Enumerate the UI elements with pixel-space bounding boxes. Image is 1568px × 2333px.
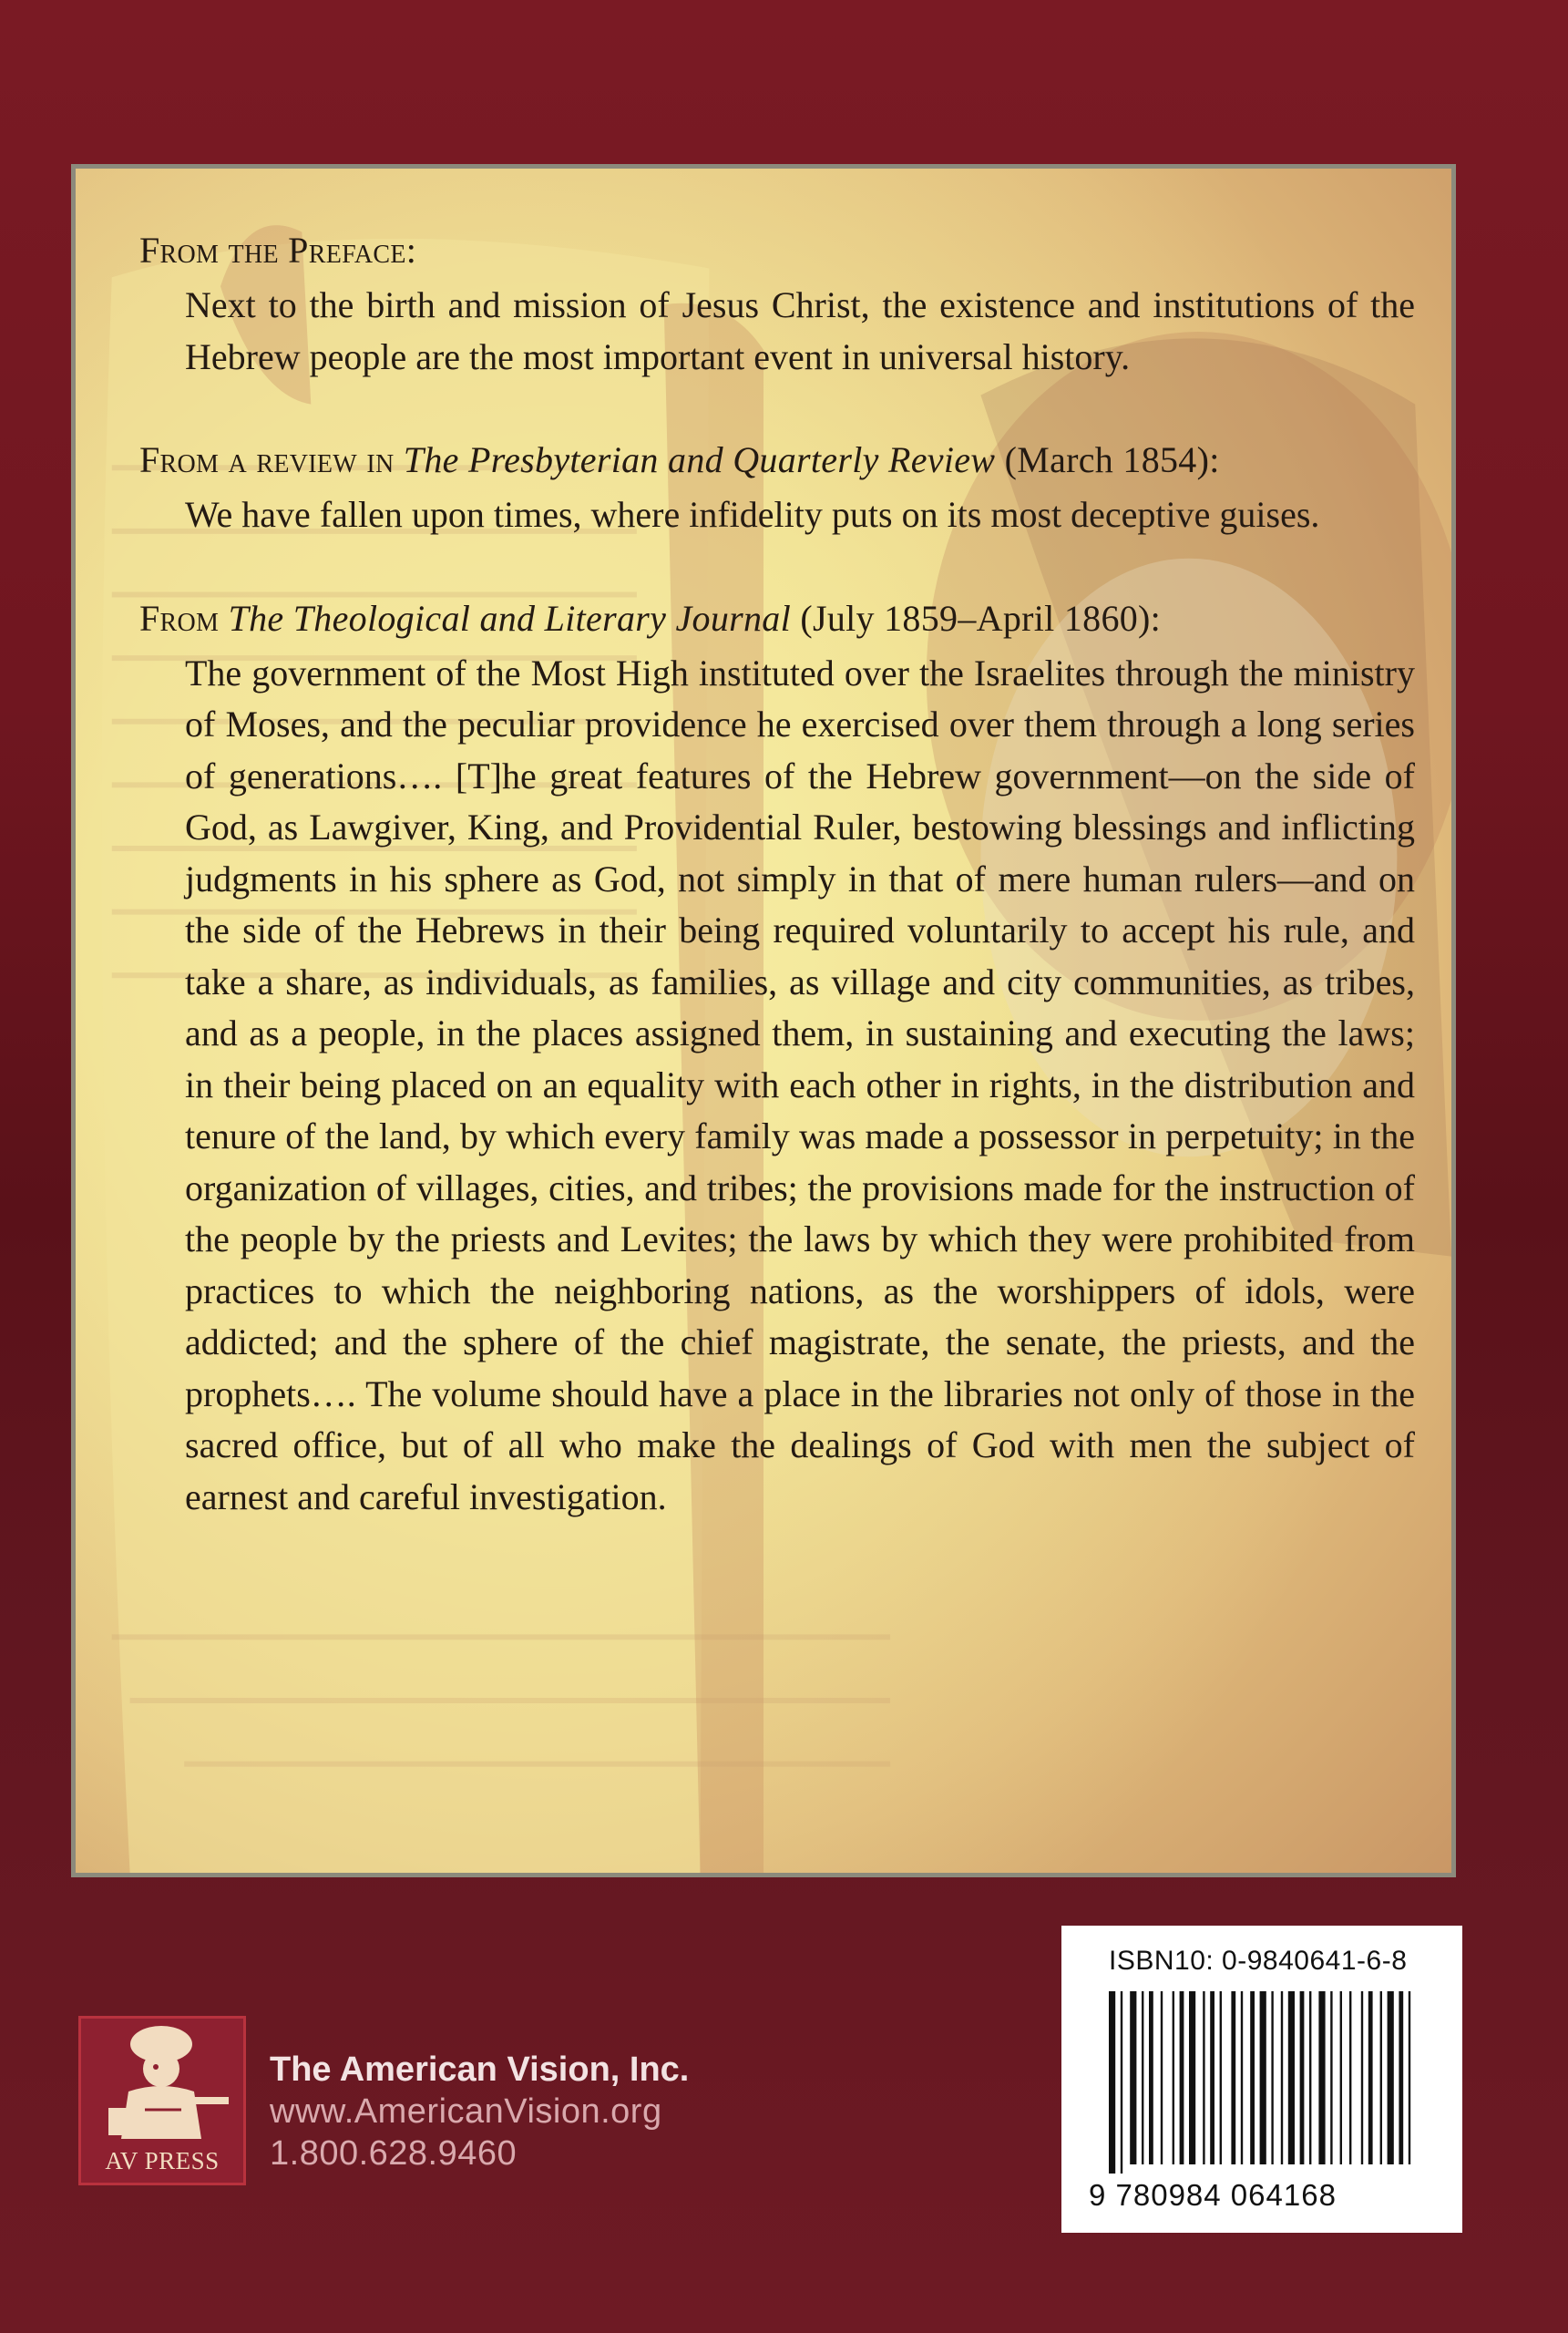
publisher-phone: 1.800.628.9460 <box>270 2134 518 2173</box>
barcode-bar <box>1330 1991 1332 2164</box>
barcode-bar <box>1288 1991 1295 2164</box>
barcode-bar <box>1220 1991 1222 2164</box>
barcode-bar <box>1260 1991 1266 2164</box>
barcode-bar <box>1180 1991 1184 2164</box>
publisher-info <box>270 2049 689 2174</box>
barcode-bar <box>1399 1991 1403 2164</box>
logo-label: AV PRESS <box>105 2147 220 2174</box>
barcode-bar <box>1361 1991 1363 2164</box>
isbn-number: 9 780984 064168 <box>1089 2178 1337 2212</box>
barcode-bar <box>1250 1991 1255 2164</box>
section-heading: From a review in The Presbyterian and Quarterly Review (March 1854): <box>139 439 1220 480</box>
barcode-bar <box>1189 1991 1195 2164</box>
quote-panel <box>71 164 1456 1877</box>
barcode-bar <box>1173 1991 1174 2164</box>
barcode-bar <box>1203 1991 1204 2164</box>
barcode-bar <box>1149 1991 1153 2164</box>
barcode-bar <box>1380 1991 1382 2164</box>
printer-figure-icon <box>81 2019 243 2146</box>
barcode-bar <box>1388 1991 1394 2164</box>
barcode-bar <box>1309 1991 1311 2164</box>
isbn-label: ISBN10: 0-9840641-6-8 <box>1109 1946 1408 1976</box>
barcode-bar <box>1109 1991 1115 2174</box>
barcode-bar <box>1349 1991 1351 2164</box>
barcode-bar <box>1241 1991 1243 2164</box>
barcode-bar <box>1161 1991 1163 2164</box>
quotes <box>139 225 1415 1523</box>
barcode-icon <box>1109 1991 1419 2174</box>
barcode-bar <box>1210 1991 1214 2164</box>
av-press-logo <box>78 2016 246 2185</box>
publisher-url: www.AmericanVision.org <box>270 2092 662 2131</box>
barcode-bar <box>1281 1991 1283 2164</box>
section-body: The government of the Most High instituted over the Israelites through the ministry of Moses, and the peculiar providence he exercised over them through a long series of generations…. [T]he great features of the Hebrew government—on the side of God, as Lawgiver, King, and Providential Ruler, bestowing blessings and inflicting judgments in his sphere as God, not simply in that of mere human rulers—and on the side of the Hebrews in their being required voluntarily to accept his rule, and take a share, as individuals, as families, as village and city communities, as tribes, and as a people, in the places assigned them, in sustaining and executing the laws; in their being placed on an equality with each other in rights, in the distribution and tenure of the land, by which every family was made a possessor in perpetuity; in the organization of villages, cities, and tribes; the provisions made for the instruction of the people by the priests and Levites; the laws by which they were prohibited from practices to which the neighboring nations, as the worshippers of idols, were addicted; and the sphere of the chief magistrate, the senate, the priests, and the prophets…. The volume should have a place in the libraries not only of those in the sacred office, but of all who make the dealings of God with men the subject of earnest and careful investigation. <box>185 652 1415 1517</box>
barcode-bar <box>1130 1991 1136 2164</box>
publisher-name: The American Vision, Inc. <box>270 2050 690 2089</box>
barcode-bar <box>1318 1991 1325 2164</box>
barcode-bar <box>1271 1991 1273 2164</box>
section-heading: From The Theological and Literary Journal (July 1859–April 1860): <box>139 597 1162 639</box>
barcode-bar <box>1231 1991 1235 2164</box>
barcode-bar <box>1340 1991 1342 2164</box>
section-body: Next to the birth and mission of Jesus Christ, the existence and institutions of the Hebrew people are the most important event in universal history. <box>185 284 1415 377</box>
barcode-bar <box>1409 1991 1410 2164</box>
section-body: We have fallen upon times, where infidelity puts on its most deceptive guises. <box>185 494 1320 535</box>
barcode-bar <box>1142 1991 1143 2164</box>
section-heading: From the Preface: <box>139 230 417 271</box>
barcode-bar <box>1300 1991 1305 2164</box>
isbn-barcode-box <box>1061 1926 1462 2233</box>
barcode-bar <box>1368 1991 1373 2164</box>
barcode-bar <box>1121 1991 1122 2174</box>
